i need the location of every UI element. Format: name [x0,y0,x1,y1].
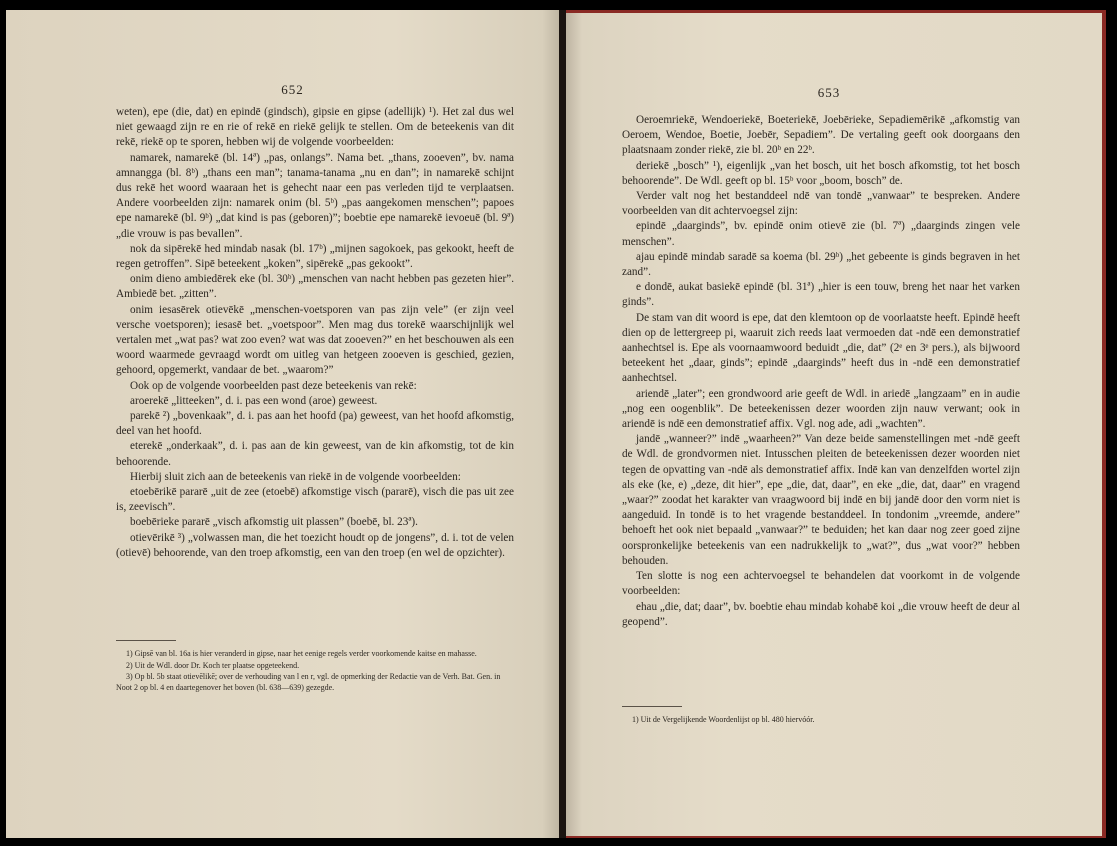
paragraph: boebērieke pararē „visch afkomstig uit plassen” (boebē, bl. 23ª). [130,516,418,529]
footnotes [116,640,514,694]
paragraph: eterekē „onderkaak”, d. i. pas aan de kin geweest, van de kin afkomstig, tot de kin behoorende. [116,440,514,468]
paragraph: Ten slotte is nog een achtervoegsel te behandelen dat voorkomt in de volgende voorbeelden: [622,570,1020,598]
paragraph: deriekē „bosch” ¹), eigenlijk „van het bosch, uit het bosch afkomstig, tot het bosch behoorende”. De Wdl. geeft op bl. 15ᵇ voor „boom, bosch” de. [622,159,1020,187]
footnote: 1) Gipsē van bl. 16a is hier veranderd in gipse, naar het eenige regels verder voorkomende kaitse en mahasse. [126,649,477,658]
paragraph: aroerekē „litteeken”, d. i. pas een wond (aroe) geweest. [130,394,378,407]
paragraph: Ook op de volgende voorbeelden past deze beteekenis van rekē: [130,379,417,392]
paragraph: etoebērikē pararē „uit de zee (etoebē) afkomstige visch (pararē), visch die pas uit zee is, zeevisch”. [116,486,514,514]
paragraph: jandē „wanneer?” indē „waarheen?” Van deze beide samenstellingen met -ndē geeft de Wdl. de grondvormen niet. Intusschen pleiten de beteekenissen dezer woorden niet tegen de opvatting van -ndē als demonstratief affix. Indē kan van denzelfden wortel zijn als eke (ke, e) „deze, dit hier”, epe „die, dat, daar”, en eke „die, dat, daar” en vragend „waar?” zoodat het karakter van vraagwoord bij indē en bij jandē door den vorm niet is aangeduid. In tondē is to het vragende bestanddeel. In tondonim „vreemde, andere” behoeft het ook niet bepaald „vanwaar?” te beduiden; het kan daar nog zeer goed zijne oorspronkelijke beteekenis van een nadrukkelijk to „wat?”, dus „wat voor?” hebben behouden. [622,433,1020,567]
paragraph: ehau „die, dat; daar”, bv. boebtie ehau mindab kohabē koi „die vrouw heeft de deur al geopend”. [622,600,1020,628]
footnote: 3) Op bl. 5b staat otievēlikē; over de verhouding van l en r, vgl. de opmerking der Redactie van de Verh. Bat. Gen. in Noot 2 op bl. 4 en daartegenover het boven (bl. 638—639) gezegde. [116,672,501,692]
paragraph: onim iesasērek otievēkē „menschen-voetsporen van pas zijn vele” (er zijn veel versche voetsporen); iesasē bet. „voetspoor”. Men mag dus torekē waarschijnlijk wel vertalen met „wat pas? wat zoo even? wat was dat zooeven?” en het beschouwen als een woord waarmede gevraagd wordt om uitleg van hetgeen zooeven is geschied, gezien, gehoord, opgemerkt, vandaar de bet. „waarom?” [116,303,514,377]
paragraph: epindē „daarginds”, bv. epindē onim otievē zie (bl. 7ª) „daarginds zingen vele menschen”. [622,220,1020,248]
footnote: 2) Uit de Wdl. door Dr. Koch ter plaatse opgeteekend. [126,660,300,670]
page-number: 652 [281,82,304,97]
page-number: 653 [817,85,841,100]
paragraph: Oeroemriekē, Wendoeriekē, Boeteriekē, Joebērieke, Sepadiemērikē „afkomstig van Oeroem, Wendoe, Boetie, Joebēr, Sepadiem”. De vertaling geeft ook doorgaans den plaatsnaam zonder riekē, zie bl. 20ᵇ en 22ᵇ. [622,114,1020,157]
footnotes [622,706,1020,727]
body-text [116,105,514,561]
footnote-rule [116,640,176,641]
paragraph: ariendē „later”; een grondwoord arie geeft de Wdl. in ariedē „langzaam” en in audie „nog een oogenblik”. De beteekenissen dezer woorden zijn nauw verwant; ook in ariendē is ndē een demonstratief affix. Vgl. nog ade, adi „wachten”. [622,387,1020,431]
footnote: 1) Uit de Vergelijkende Woordenlijst op bl. 480 hiervóór. [632,715,815,724]
paragraph: Hierbij sluit zich aan de beteekenis van riekē in de volgende voorbeelden: [130,470,461,483]
paragraph: Verder valt nog het bestanddeel ndē van tondē „vanwaar” te bespreken. Andere voorbeelden van dit achtervoegsel zijn: [622,190,1020,218]
book-gutter [559,10,566,838]
paragraph: weten), epe (die, dat) en epindē (gindsch), gipsie en gipse (adellijk) ¹). Het zal dus wel niet gewaagd zijn re en rie of rekē en riekē gelijk te stellen. Om de beteekenis van dit rekē, riekē op te sporen, hebben wij de volgende voorbeelden: [116,106,514,149]
body-text [622,113,1020,630]
paragraph: parekē ²) „bovenkaak”, d. i. pas aan het hoofd (pa) geweest, van het hoofd afkomstig, deel van het hoofd. [116,410,514,438]
left-page [6,10,559,838]
paragraph: e dondē, aukat basiekē epindē (bl. 31ª) „hier is een touw, breng het naar het varken ginds”. [622,281,1020,309]
paragraph: otievērikē ³) „volwassen man, die het toezicht houdt op de jongens”, d. i. tot de velen (otievē) behoorende, van den troep afkomstig, een van den troep (en wel de opzichter). [116,531,514,559]
right-page [566,10,1106,838]
paragraph: namarek, namarekē (bl. 14ª) „pas, onlangs”. Nama bet. „thans, zooeven”, bv. nama amnangga (bl. 8ᵇ) „thans een man”; tanama-tanama „nu en dan”; in namarekē schijnt dus rekē het woord waaraan het is gehecht naar een pas verleden tijd te verplaatsen. Andere voorbeelden zijn: namarek onim (bl. 5ᵇ) „pas aangekomen menschen”; papoes epe namarekē (bl. 9ᵇ) „dat kind is pas (geboren)”; boebtie epe namarekē ievoeuē (bl. 9ª) „die vrouw is pas bevallen”. [116,151,514,240]
paragraph: ajau epindē mindab saradē sa koema (bl. 29ᵇ) „het gebeente is ginds begraven in het zand”. [622,250,1020,279]
paragraph: nok da sipērekē hed mindab nasak (bl. 17ᵇ) „mijnen sagokoek, pas gekookt, heeft de regen getroffen”. Sipē beteekent „koken”, sipērekē „pas gekookt”. [116,242,514,271]
paragraph: De stam van dit woord is epe, dat den klemtoon op de voorlaatste heeft. Epindē heeft dien op de lettergreep pi, waaruit zich reeds laat vermoeden dat -ndē een demonstratief aanhechtsel is. Epe als voornaamwoord beduidt „die, dat” (2ᵉ en 3ᵉ pers.), als bijwoord beteekent het „daar, ginds”; epindē „daarginds” heeft dus in -ndē een demonstratief aanhechtsel. [622,311,1020,385]
footnote-rule [622,706,682,707]
paragraph: onim dieno ambiedērek eke (bl. 30ᵇ) „menschen van nacht hebben pas gezeten hier”. Ambiedē bet. „zitten”. [116,273,514,301]
